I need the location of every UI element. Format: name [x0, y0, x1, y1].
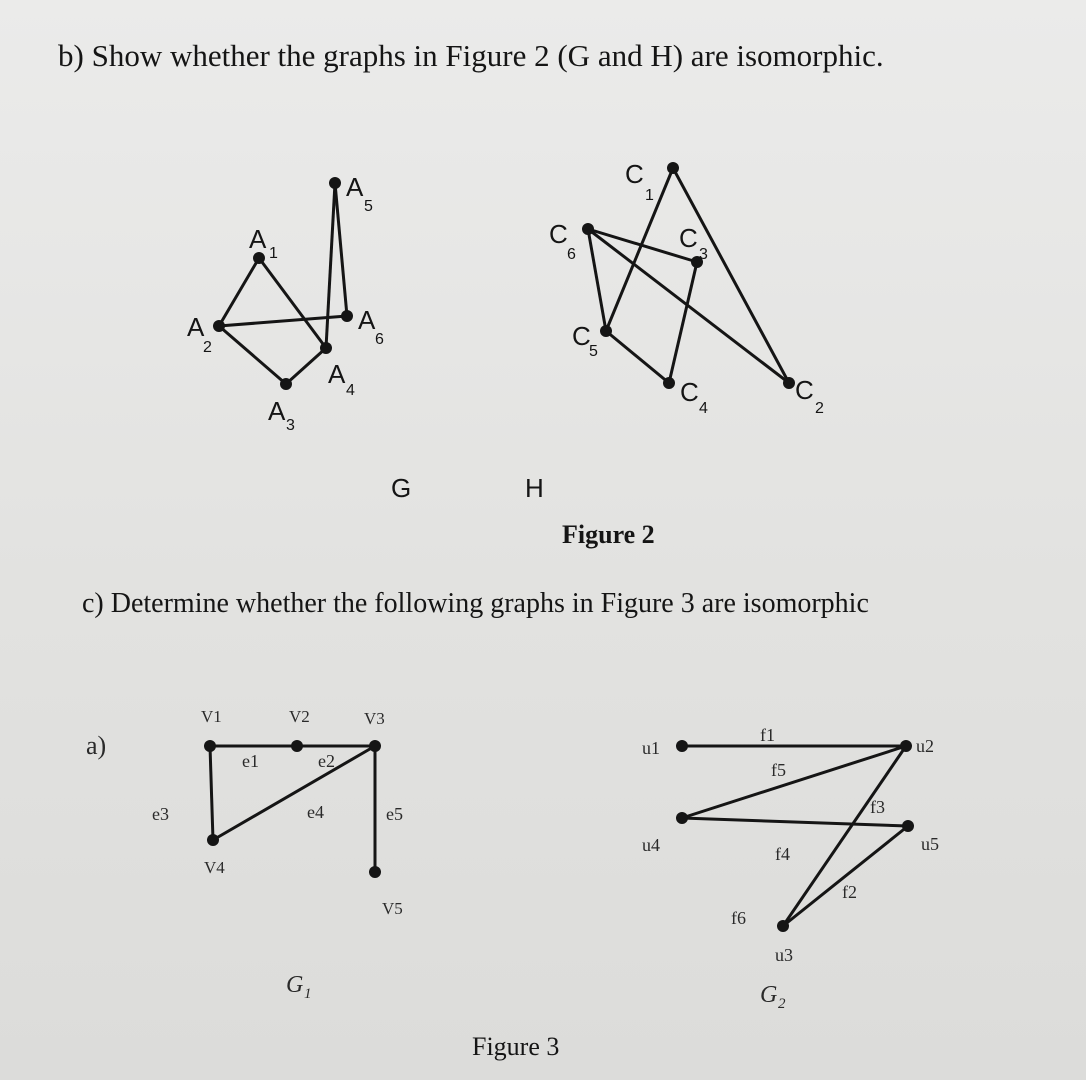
g-label-a5-sub: 5 [364, 198, 373, 215]
g-edge-a2-a3 [219, 326, 286, 384]
figure-3-caption: Figure 3 [472, 1032, 560, 1061]
g-label-a4: A [328, 359, 346, 389]
h-edge-c6-c5 [588, 229, 606, 331]
g2-vertex-u4 [676, 812, 688, 824]
g-vertex-a5 [329, 177, 341, 189]
g2-name: G [760, 982, 778, 1008]
g-label-a5: A [346, 172, 364, 202]
part-a-label: a) [86, 731, 107, 760]
g2-label-u2: u2 [916, 736, 934, 756]
h-label-c5-sub: 5 [589, 343, 598, 360]
g1-label-v2: V2 [289, 707, 310, 726]
g-vertex-a3 [280, 378, 292, 390]
graph-h-name: H [525, 473, 544, 503]
h-label-c6-sub: 6 [567, 246, 576, 263]
g1-label-e4: e4 [307, 802, 324, 822]
h-edge-c5-c4 [606, 331, 669, 383]
graph-g1 [152, 707, 403, 1002]
g2-edge-f4 [682, 818, 908, 826]
g2-label-f1: f1 [760, 725, 775, 745]
h-label-c1: C [625, 159, 644, 189]
g1-label-e1: e1 [242, 751, 259, 771]
h-vertex-c5 [600, 325, 612, 337]
g-label-a4-sub: 4 [346, 382, 355, 399]
g1-label-v4: V4 [204, 858, 225, 877]
g-label-a1: A [249, 224, 267, 254]
h-edge-c1-c2 [673, 168, 789, 383]
g1-vertex-v5 [369, 866, 381, 878]
h-label-c3: C [679, 223, 698, 253]
g2-vertex-u2 [900, 740, 912, 752]
problem-c-text: c) Determine whether the following graphs in Figure 3 are isomorphic [82, 588, 869, 619]
g1-vertex-v2 [291, 740, 303, 752]
h-vertex-c1 [667, 162, 679, 174]
g-vertex-a6 [341, 310, 353, 322]
h-edge-c3-c4 [669, 262, 697, 383]
g2-label-f3: f3 [870, 797, 885, 817]
h-label-c4: C [680, 377, 699, 407]
h-label-c6: C [549, 219, 568, 249]
g1-vertex-v3 [369, 740, 381, 752]
g2-label-f6: f6 [731, 908, 746, 928]
g1-label-v5: V5 [382, 899, 403, 918]
graph-g2 [642, 725, 939, 1012]
g1-label-v3: V3 [364, 709, 385, 728]
h-label-c2-sub: 2 [815, 400, 824, 417]
g-edge-a1-a4 [259, 258, 326, 348]
g-label-a3: A [268, 396, 286, 426]
h-label-c3-sub: 3 [699, 246, 708, 263]
g2-label-u3: u3 [775, 945, 793, 965]
g-label-a3-sub: 3 [286, 417, 295, 434]
g2-vertex-u5 [902, 820, 914, 832]
h-label-c5: C [572, 321, 591, 351]
h-label-c2: C [795, 375, 814, 405]
g2-label-u1: u1 [642, 738, 660, 758]
g1-label-e3: e3 [152, 804, 169, 824]
g2-name-sub: 2 [778, 996, 786, 1012]
g-label-a2-sub: 2 [203, 339, 212, 356]
g-edge-a3-a4 [286, 348, 326, 384]
g1-edge-e4 [213, 746, 375, 840]
g2-label-u4: u4 [642, 835, 660, 855]
graph-g-name: G [391, 473, 412, 503]
g2-edge-f2 [783, 826, 908, 926]
h-vertex-c6 [582, 223, 594, 235]
g-label-a6-sub: 6 [375, 331, 384, 348]
g2-label-f5: f5 [771, 760, 786, 780]
g1-name-sub: 1 [304, 986, 312, 1002]
g1-name: G [286, 972, 304, 998]
g-label-a6: A [358, 305, 376, 335]
h-vertex-c2 [783, 377, 795, 389]
h-label-c4-sub: 4 [699, 400, 708, 417]
g1-label-v1: V1 [201, 707, 222, 726]
g-vertex-a2 [213, 320, 225, 332]
g-label-a1-sub: 1 [269, 245, 278, 262]
problem-b-text: b) Show whether the graphs in Figure 2 (G and H) are isomorphic. [58, 38, 884, 73]
g1-edge-e3 [210, 746, 213, 840]
g1-vertex-v4 [207, 834, 219, 846]
g2-label-f2: f2 [842, 882, 857, 902]
graph-h [525, 159, 824, 503]
g-edge-a4-a5 [326, 183, 335, 348]
g2-label-u5: u5 [921, 834, 939, 854]
g2-vertex-u3 [777, 920, 789, 932]
h-label-c1-sub: 1 [645, 187, 654, 204]
g1-vertex-v1 [204, 740, 216, 752]
g2-vertex-u1 [676, 740, 688, 752]
graph-g [187, 172, 411, 503]
g1-label-e5: e5 [386, 804, 403, 824]
g-edge-a1-a2 [219, 258, 259, 326]
g-edge-a5-a6 [335, 183, 347, 316]
g-label-a2: A [187, 312, 205, 342]
figure-2-caption: Figure 2 [562, 520, 655, 549]
g1-label-e2: e2 [318, 751, 335, 771]
g-vertex-a4 [320, 342, 332, 354]
h-vertex-c4 [663, 377, 675, 389]
g2-label-f4: f4 [775, 844, 790, 864]
